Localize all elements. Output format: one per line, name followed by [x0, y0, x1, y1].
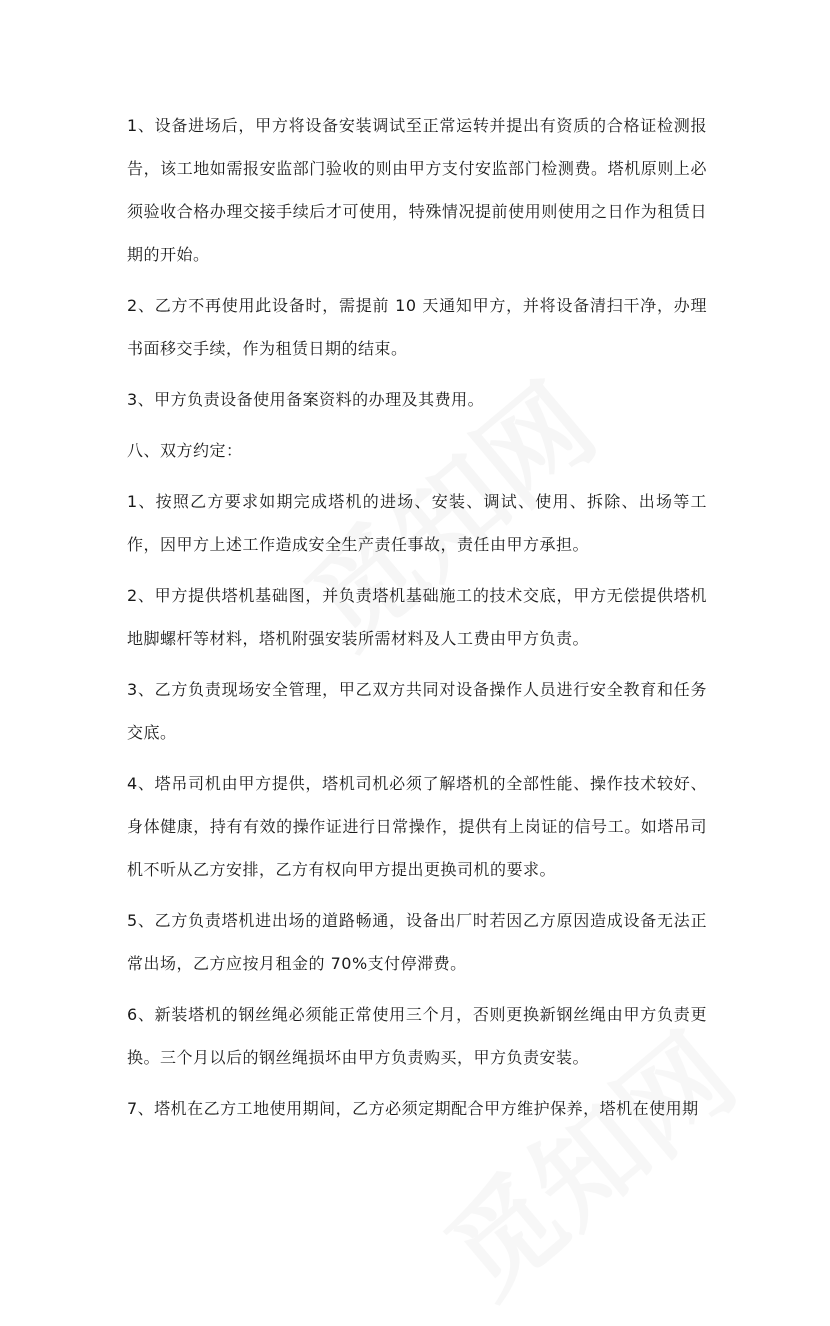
- paragraph: 7、塔机在乙方工地使用期间，乙方必须定期配合甲方维护保养，塔机在使用期: [127, 1099, 699, 1118]
- paragraph: 3、乙方负责现场安全管理，甲乙双方共同对设备操作人员进行安全教育和任务交底。: [127, 680, 707, 742]
- paragraph: 3、甲方负责设备使用备案资料的办理及其费用。: [127, 390, 485, 409]
- paragraph: 5、乙方负责塔机进出场的道路畅通，设备出厂时若因乙方原因造成设备无法正常出场，乙方应按月租金的 70%支付停滞费。: [127, 911, 707, 973]
- paragraph: 2、乙方不再使用此设备时，需提前 10 天通知甲方，并将设备清扫干净，办理书面移交手续，作为租赁日期的结束。: [127, 296, 707, 358]
- paragraph: 6、新装塔机的钢丝绳必须能正常使用三个月，否则更换新钢丝绳由甲方负责更换。三个月以后的钢丝绳损坏由甲方负责购买，甲方负责安装。: [127, 1005, 707, 1067]
- paragraph: 4、塔吊司机由甲方提供，塔机司机必须了解塔机的全部性能、操作技术较好、身体健康，持有有效的操作证进行日常操作，提供有上岗证的信号工。如塔吊司机不听从乙方安排，乙方有权向甲方提出更换司机的要求。: [127, 774, 707, 879]
- paragraph: 1、设备进场后，甲方将设备安装调试至正常运转并提出有资质的合格证检测报告，该工地如需报安监部门验收的则由甲方支付安监部门检测费。塔机原则上必须验收合格办理交接手续后才可使用，特殊情况提前使用则使用之日作为租赁日期的开始。: [127, 116, 707, 264]
- document-body: [127, 104, 707, 1138]
- paragraph: 1、按照乙方要求如期完成塔机的进场、安装、调试、使用、拆除、出场等工作，因甲方上述工作造成安全生产责任事故，责任由甲方承担。: [127, 492, 707, 554]
- section-heading: 八、双方约定：: [127, 441, 243, 460]
- paragraph: 2、甲方提供塔机基础图，并负责塔机基础施工的技术交底，甲方无偿提供塔机地脚螺杆等材料，塔机附强安装所需材料及人工费由甲方负责。: [127, 586, 707, 648]
